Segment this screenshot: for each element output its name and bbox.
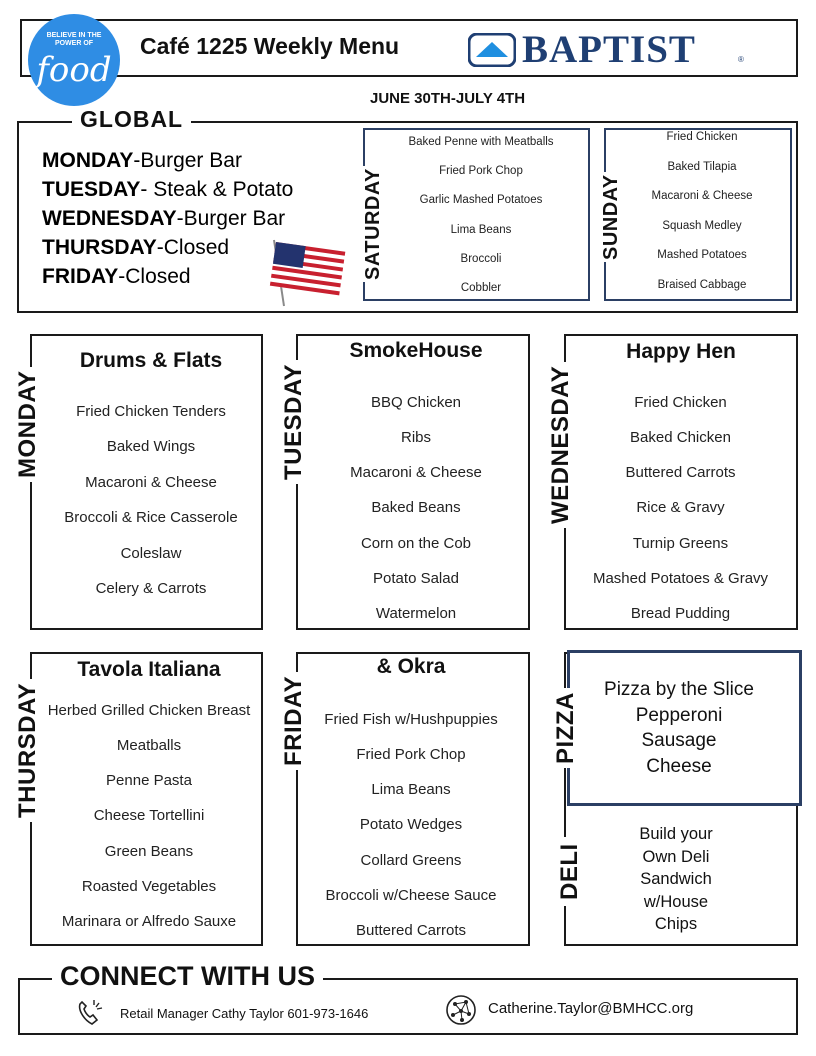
brand-name: BAPTIST [522, 28, 696, 71]
tuesday-item: Potato Salad [373, 569, 459, 587]
global-day-thursday: THURSDAY-Closed [42, 236, 230, 259]
friday-station-title: & Okra [376, 655, 446, 678]
date-range: JUNE 30TH-JULY 4TH [370, 90, 526, 107]
tuesday-item: Watermelon [375, 604, 457, 622]
thursday-item: Herbed Grilled Chicken Breast [47, 702, 251, 719]
wednesday-item: Turnip Greens [632, 534, 729, 552]
pizza-items [584, 677, 774, 779]
saturday-item: Baked Penne with Meatballs [408, 136, 554, 148]
sunday-item: Baked Tilapia [667, 160, 737, 173]
pizza-item: Cheese [646, 755, 712, 777]
deli-label: DELI [556, 837, 584, 906]
global-day-monday: MONDAY-Burger Bar [42, 149, 242, 172]
saturday-item: Lima Beans [450, 223, 512, 236]
tuesday-item: Baked Beans [371, 499, 461, 517]
wednesday-item: Mashed Potatoes & Gravy [592, 569, 769, 587]
page-title: Café 1225 Weekly Menu [140, 33, 400, 59]
saturday-item: Garlic Mashed Potatoes [419, 194, 543, 207]
saturday-item: Broccoli [460, 252, 502, 265]
deli-description [606, 823, 746, 936]
email-contact[interactable]: Catherine.Taylor@BMHCC.org [488, 1000, 694, 1017]
sunday-item: Mashed Potatoes [657, 249, 747, 262]
global-day-wednesday: WEDNESDAY-Burger Bar [42, 207, 286, 230]
baptist-mark-icon [468, 33, 516, 67]
american-flag-icon [268, 236, 354, 308]
monday-item: Broccoli & Rice Casserole [64, 509, 238, 527]
thursday-day-label: THURSDAY [14, 679, 42, 822]
pizza-label: PIZZA [552, 688, 580, 768]
thursday-item: Marinara or Alfredo Sauxe [61, 912, 237, 930]
monday-item: Baked Wings [106, 438, 196, 456]
sunday-label: SUNDAY [600, 174, 622, 260]
wednesday-item: Fried Chicken [634, 394, 727, 411]
tuesday-day-label: TUESDAY [280, 360, 308, 484]
believe-logo [28, 14, 120, 106]
sunday-items [626, 131, 778, 291]
tuesday-items [306, 394, 526, 622]
friday-item: Potato Wedges [359, 816, 463, 834]
friday-item: Collard Greens [360, 851, 462, 869]
tuesday-item: BBQ Chicken [370, 394, 462, 411]
deli-line: w/House [643, 892, 709, 911]
wednesday-item: Bread Pudding [630, 604, 731, 622]
sunday-item: Braised Cabbage [657, 278, 747, 291]
phone-contact: Retail Manager Cathy Taylor 601-973-1646 [120, 1006, 369, 1021]
logo-food-word: food [36, 50, 112, 90]
pizza-item: Pizza by the Slice [604, 679, 754, 700]
thursday-item: Penne Pasta [106, 772, 192, 790]
global-day-friday: FRIDAY-Closed [42, 265, 191, 288]
friday-item: Fried Pork Chop [356, 746, 466, 764]
pizza-item: Sausage [641, 730, 717, 751]
brand-registered-mark: ® [738, 55, 744, 64]
wednesday-item: Rice & Gravy [636, 499, 725, 517]
monday-item: Fried Chicken Tenders [76, 403, 226, 420]
global-legend: GLOBAL [72, 106, 191, 133]
network-globe-icon [444, 993, 478, 1027]
deli-line: Build your [639, 825, 713, 843]
friday-item: Broccoli w/Cheese Sauce [325, 886, 497, 904]
tuesday-item: Corn on the Cob [360, 534, 472, 552]
saturday-label: SATURDAY [362, 168, 384, 280]
sunday-item: Macaroni & Cheese [651, 190, 753, 203]
friday-day-label: FRIDAY [280, 672, 308, 770]
thursday-item: Roasted Vegetables [81, 877, 217, 895]
baptist-logo [468, 30, 758, 70]
friday-item: Fried Fish w/Hushpuppies [324, 711, 498, 728]
global-day-tuesday: TUESDAY- Steak & Potato [42, 178, 294, 201]
monday-day-label: MONDAY [14, 367, 42, 482]
saturday-items [386, 136, 576, 294]
deli-line: Chips [654, 915, 698, 934]
sunday-item: Fried Chicken [666, 131, 738, 143]
pizza-item: Pepperoni [635, 704, 723, 726]
connect-legend: CONNECT WITH US [52, 961, 323, 992]
saturday-item: Fried Pork Chop [439, 165, 523, 178]
monday-items [40, 403, 262, 597]
monday-item: Macaroni & Cheese [85, 473, 217, 491]
friday-item: Buttered Carrots [355, 921, 467, 939]
logo-tagline: BELIEVE IN THE POWER OF [46, 32, 102, 47]
deli-line: Own Deli [642, 847, 710, 866]
monday-station-title: Drums & Flats [79, 349, 223, 372]
phone-icon [74, 996, 108, 1030]
friday-item: Lima Beans [371, 781, 451, 799]
wednesday-station-title: Happy Hen [626, 340, 736, 363]
tuesday-item: Ribs [400, 429, 431, 447]
wednesday-item: Baked Chicken [630, 429, 731, 447]
tuesday-station-title: SmokeHouse [349, 339, 483, 362]
thursday-item: Cheese Tortellini [93, 807, 205, 825]
wednesday-items [578, 394, 783, 622]
monday-item: Coleslaw [120, 544, 182, 562]
thursday-items [38, 702, 260, 930]
saturday-item: Cobbler [460, 281, 502, 294]
thursday-item: Meatballs [116, 737, 182, 755]
wednesday-day-label: WEDNESDAY [547, 362, 575, 528]
tuesday-item: Macaroni & Cheese [350, 464, 482, 482]
thursday-item: Green Beans [104, 842, 194, 860]
deli-line: Sandwich [640, 870, 712, 889]
sunday-item: Squash Medley [662, 219, 742, 232]
thursday-station-title: Tavola Italiana [77, 658, 221, 681]
friday-items [306, 711, 516, 939]
wednesday-item: Buttered Carrots [625, 464, 736, 482]
global-days-list [42, 146, 293, 291]
monday-item: Celery & Carrots [95, 579, 207, 597]
